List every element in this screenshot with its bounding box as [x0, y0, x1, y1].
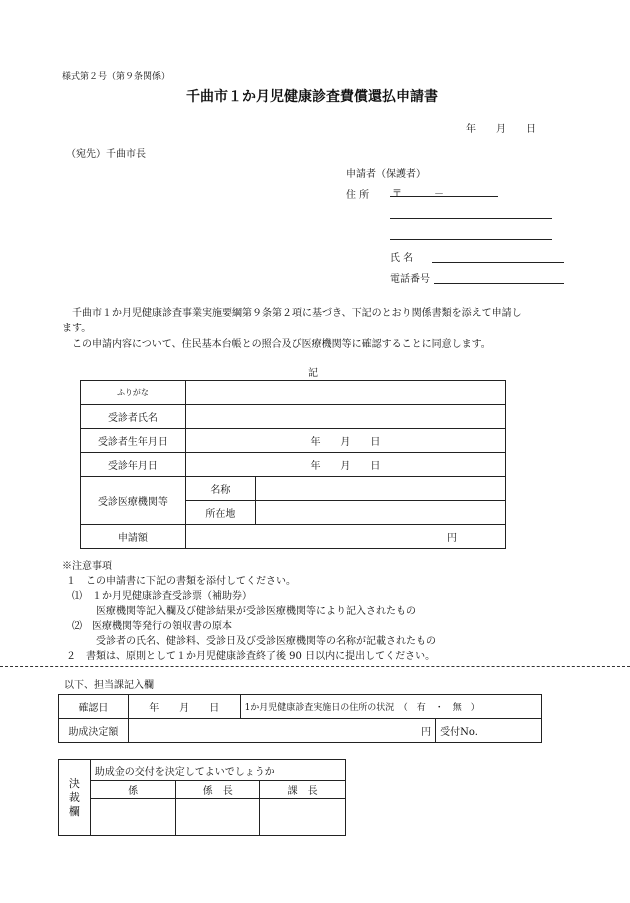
paragraph-1-line-1: 千曲市１か月児健康診査事業実施要綱第９条第２項に基づき、下記のとおり関係書類を添えて申請し [72, 308, 522, 319]
subsidy-amount-input[interactable]: 円 [128, 719, 435, 743]
decision-question: 助成金の交付を決定してよいでしょうか [90, 760, 345, 781]
postal-mark: 〒 [392, 189, 402, 200]
form-number: 様式第２号（第９条関係） [62, 72, 171, 82]
amount-input[interactable]: 円 [185, 525, 505, 549]
patient-name-input[interactable] [185, 405, 505, 429]
note-sub-1-detail: 医療機関等記入欄及び健診結果が受診医療機関等により記入されたもの [96, 606, 416, 617]
note-item-2: ２ 書類は、原則として１か月児健康診査終了後 90 日以内に提出してください。 [66, 651, 436, 662]
cut-line [0, 666, 630, 667]
decision-side-label [59, 760, 91, 836]
postal-line[interactable] [390, 196, 498, 197]
furigana-label: ふりがな [81, 381, 186, 405]
patient-name-label: 受診者氏名 [81, 405, 186, 429]
note-item-1: １ この申請書に下記の書類を添付してください。 [66, 576, 296, 587]
decision-table [58, 759, 346, 836]
address-line-1[interactable] [390, 218, 552, 219]
institution-name-input[interactable] [255, 477, 505, 501]
notes-heading: ※注意事項 [62, 561, 112, 572]
page-title: 千曲市１か月児健康診査費償還払申請書 [186, 89, 438, 105]
paragraph-2: この申請内容について、住民基本台帳との照合及び医療機関等に確認することに同意します。 [72, 339, 491, 350]
institution-label: 受診医療機関等 [81, 477, 186, 525]
chief-seal-box[interactable] [176, 799, 260, 836]
note-sub-2: ⑵ 医療機関等発行の領収書の原本 [72, 621, 232, 632]
address-line-2[interactable] [390, 239, 552, 240]
manager-header: 課 長 [260, 781, 346, 799]
name-line[interactable] [432, 262, 564, 263]
office-heading: 以下、担当課記入欄 [64, 680, 154, 691]
furigana-input[interactable] [185, 381, 505, 405]
receipt-number[interactable]: 受付No. [436, 719, 542, 743]
chief-header: 係 長 [176, 781, 260, 799]
exam-date-input[interactable]: 年 月 日 [185, 453, 505, 477]
decision-side-text: 決裁欄 [68, 776, 80, 818]
phone-line[interactable] [434, 283, 564, 284]
ki-heading: 記 [308, 368, 318, 379]
addressee: （宛先）千曲市長 [66, 149, 146, 160]
application-date: 年 月 日 [466, 124, 536, 135]
amount-label: 申請額 [81, 525, 186, 549]
note-sub-1: ⑴ １か月児健康診査受診票（補助券） [72, 591, 252, 602]
applicant-heading: 申請者（保護者） [346, 169, 426, 180]
birth-date-label: 受診者生年月日 [81, 429, 186, 453]
postal-dash: － [434, 189, 444, 200]
name-label: 氏 名 [390, 253, 414, 264]
institution-name-label: 名称 [185, 477, 255, 501]
note-sub-2-detail: 受診者の氏名、健診料、受診日及び受診医療機関等の名称が記載されたもの [96, 636, 436, 647]
office-table [58, 694, 542, 743]
confirm-date-input[interactable]: 年 月 日 [128, 695, 240, 719]
institution-address-input[interactable] [255, 501, 505, 525]
application-table [80, 380, 506, 549]
phone-label: 電話番号 [390, 274, 430, 285]
staff-seal-box[interactable] [90, 799, 176, 836]
paragraph-1-line-2: ます。 [62, 323, 92, 334]
manager-seal-box[interactable] [260, 799, 346, 836]
institution-address-label: 所在地 [185, 501, 255, 525]
exam-date-label: 受診年月日 [81, 453, 186, 477]
residence-status[interactable]: 1か月児健康診査実施日の住所の状況 （ 有 ・ 無 ） [240, 695, 541, 719]
address-label: 住 所 [346, 190, 370, 201]
subsidy-amount-label: 助成決定額 [59, 719, 129, 743]
staff-header: 係 [90, 781, 176, 799]
birth-date-input[interactable]: 年 月 日 [185, 429, 505, 453]
confirm-date-label: 確認日 [59, 695, 129, 719]
